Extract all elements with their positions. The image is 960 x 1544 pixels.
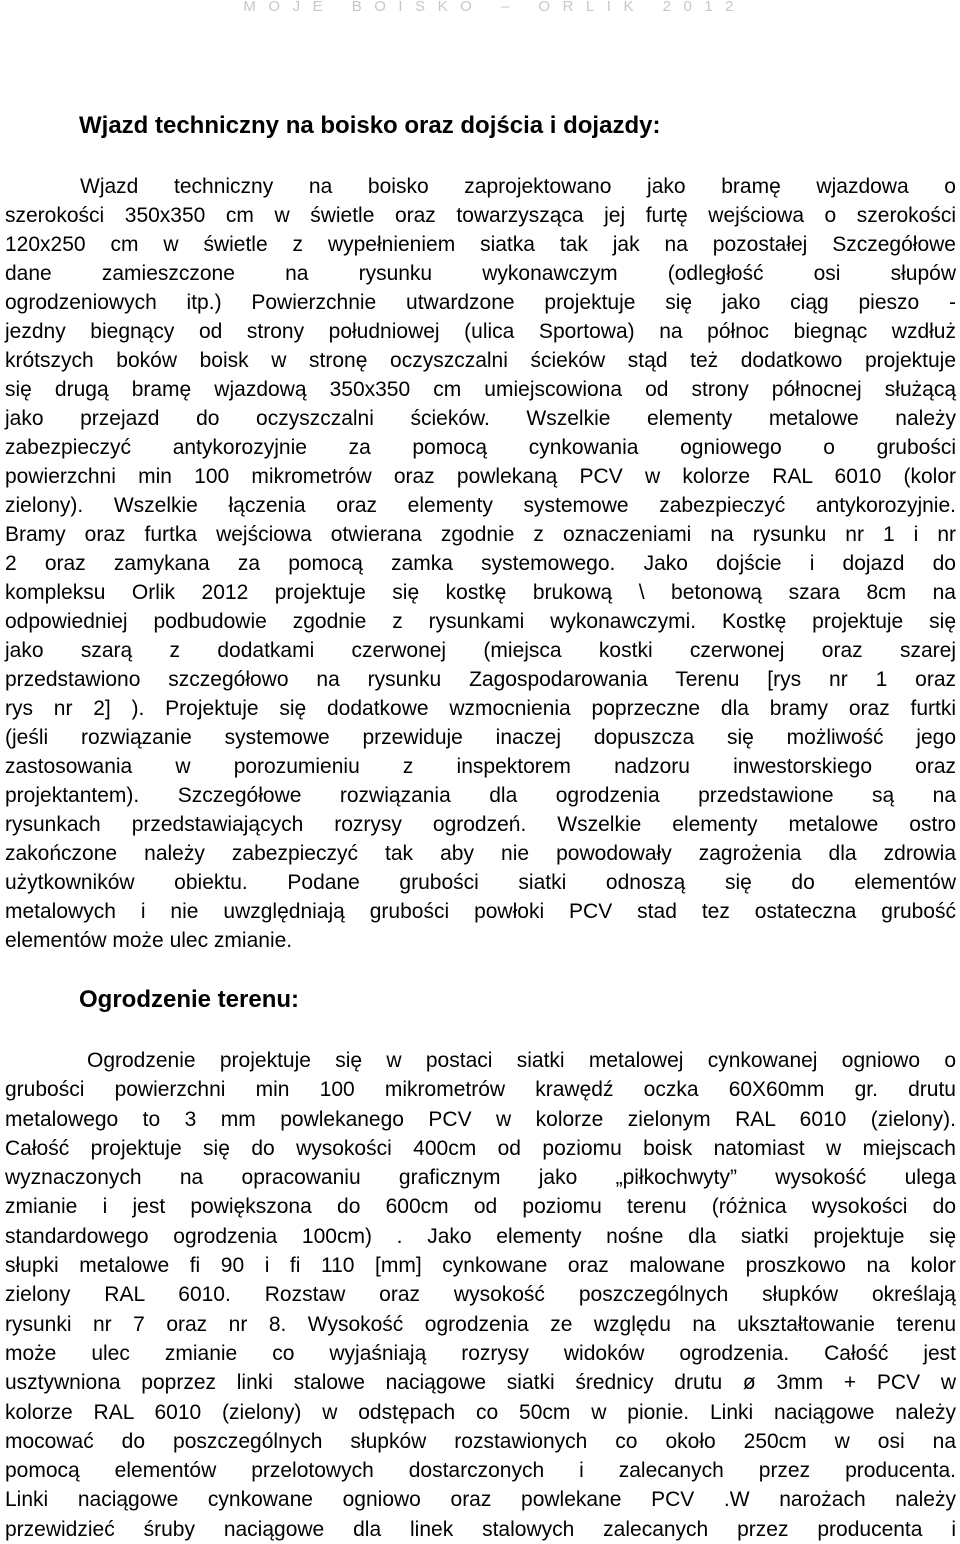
paragraph-line: Linki naciągowe cynkowane ogniowo oraz powlekane PCV .W narożach należy <box>5 1488 956 1512</box>
paragraph-line: użytkowników obiektu. Podane grubości siatki odnoszą się do elementów <box>5 871 956 894</box>
paragraph-line: rysunkach przedstawiających rozrysy ogrodzeń. Wszelkie elementy metalowe ostro <box>5 813 956 836</box>
paragraph-line: zabezpieczyć antykorozyjnie za pomocą cynkowania ogniowego o grubości <box>5 436 956 459</box>
paragraph-line: zastosowania w porozumieniu z inspektorem nadzoru inwestorskiego oraz <box>5 755 956 778</box>
section-heading-access: Wjazd techniczny na boisko oraz dojścia i dojazdy: <box>79 112 661 139</box>
section-heading-fencing: Ogrodzenie terenu: <box>79 986 300 1013</box>
paragraph-line: elementów może ulec zmianie. <box>5 929 293 952</box>
paragraph-line: jako szarą z dodatkami czerwonej (miejsca kostki czerwonej oraz szarej <box>5 639 956 662</box>
paragraph-line: zmianie i jest powiększona do 600cm od poziomu terenu (różnica wysokości do <box>5 1195 956 1219</box>
paragraph-line: przewidzieć śruby naciągowe dla linek stalowych zalecanych przez producenta i <box>5 1517 956 1541</box>
paragraph-line: kolorze RAL 6010 (zielony) w odstępach co 50cm w pionie. Linki naciągowe należy <box>5 1400 956 1424</box>
paragraph-line: dane zamieszczone na rysunku wykonawczym (odległość osi słupów <box>5 262 956 285</box>
paragraph-line: przedstawiono szczegółowo na rysunku Zagospodarowania Terenu [rys nr 1 oraz <box>5 668 956 691</box>
paragraph-line: Wjazd techniczny na boisko zaprojektowano jako bramę wjazdowa o <box>80 175 956 198</box>
paragraph-line: jezdny biegnący od strony południowej (ulica Sportowa) na północ biegnąc wzdłuż <box>5 320 956 343</box>
paragraph-access <box>5 172 956 955</box>
paragraph-line: usztywniona poprzez linki stalowe naciągowe siatki średnicy drutu ø 3mm + PCV w <box>5 1371 956 1395</box>
paragraph-line: powierzchni min 100 mikrometrów oraz powlekaną PCV w kolorze RAL 6010 (kolor <box>5 465 956 488</box>
paragraph-line: rysunki nr 7 oraz nr 8. Wysokość ogrodzenia ze względu na ukształtowanie terenu <box>5 1312 956 1336</box>
paragraph-line: Ogrodzenie projektuje się w postaci siatki metalowej cynkowanej ogniowo o <box>87 1049 956 1072</box>
paragraph-line: ogrodzeniowych itp.) Powierzchnie utwardzone projektuje się jako ciąg pieszo - <box>5 291 956 314</box>
paragraph-line: zakończone należy zabezpieczyć tak aby nie powodowały zagrożenia dla zdrowia <box>5 842 956 865</box>
paragraph-line: projektantem). Szczegółowe rozwiązania dla ogrodzenia przedstawione są na <box>5 784 956 807</box>
paragraph-line: odpowiedniej podbudowie zgodnie z rysunkami wykonawczymi. Kostkę projektuje się <box>5 610 956 633</box>
paragraph-line: 2 oraz zamykana za pomocą zamka systemowego. Jako dojście i dojazd do <box>5 552 956 575</box>
paragraph-line: 120x250 cm w świetle z wypełnieniem siatka tak jak na pozostałej Szczegółowe <box>5 233 956 256</box>
paragraph-line: się drugą bramę wjazdową 350x350 cm umiejscowiona od strony północnej służącą <box>5 378 956 401</box>
paragraph-line: jako przejazd do oczyszczalni ścieków. Wszelkie elementy metalowe należy <box>5 407 956 430</box>
paragraph-line: Bramy oraz furtka wejściowa otwierana zgodnie z oznaczeniami na rysunku nr 1 i nr <box>5 523 956 546</box>
paragraph-line: krótszych boków boisk w stronę oczyszczalni ścieków stąd też dodatkowo projektuje <box>5 349 956 372</box>
paragraph-line: kompleksu Orlik 2012 projektuje się kostkę brukową \ betonową szara 8cm na <box>5 581 956 604</box>
paragraph-fencing <box>5 1046 956 1544</box>
paragraph-line: grubości powierzchni min 100 mikrometrów krawędź oczka 60X60mm gr. drutu <box>5 1078 956 1102</box>
paragraph-line: (jeśli rozwiązanie systemowe przewiduje inaczej dopuszcza się możliwość jego <box>5 726 956 749</box>
paragraph-line: zielony). Wszelkie łączenia oraz elementy systemowe zabezpieczyć antykorozyjnie. <box>5 494 956 517</box>
paragraph-line: szerokości 350x350 cm w świetle oraz towarzysząca jej furtę wejściowa o szerokości <box>5 204 956 227</box>
paragraph-line: pomocą elementów przelotowych dostarczonych i zalecanych przez producenta. <box>5 1459 956 1483</box>
paragraph-line: zielony RAL 6010. Rozstaw oraz wysokość poszczególnych słupków określają <box>5 1283 956 1307</box>
paragraph-line: może ulec zmianie co wyjaśniają rozrysy widoków ogrodzenia. Całość jest <box>5 1341 956 1365</box>
paragraph-line: rys nr 2] ). Projektuje się dodatkowe wzmocnienia poprzeczne dla bramy oraz furtki <box>5 697 956 720</box>
paragraph-line: mocować do poszczególnych słupków rozstawionych co około 250cm w osi na <box>5 1429 956 1453</box>
paragraph-line: metalowego to 3 mm powlekanego PCV w kolorze zielonym RAL 6010 (zielony). <box>5 1107 956 1131</box>
paragraph-line: słupki metalowe fi 90 i fi 110 [mm] cynkowane oraz malowane proszkowo na kolor <box>5 1254 956 1278</box>
paragraph-line: metalowych i nie uwzględniają grubości powłoki PCV stad tez ostateczna grubość <box>5 900 956 923</box>
running-header: MOJE BOISKO – ORLIK 2012 <box>243 0 746 14</box>
paragraph-line: Całość projektuje się do wysokości 400cm od poziomu boisk natomiast w miejscach <box>5 1136 956 1160</box>
paragraph-line: standardowego ogrodzenia 100cm) . Jako elementy nośne dla siatki projektuje się <box>5 1224 956 1248</box>
paragraph-line: wyznaczonych na opracowaniu graficznym jako „piłkochwyty” wysokość ulega <box>5 1166 956 1190</box>
